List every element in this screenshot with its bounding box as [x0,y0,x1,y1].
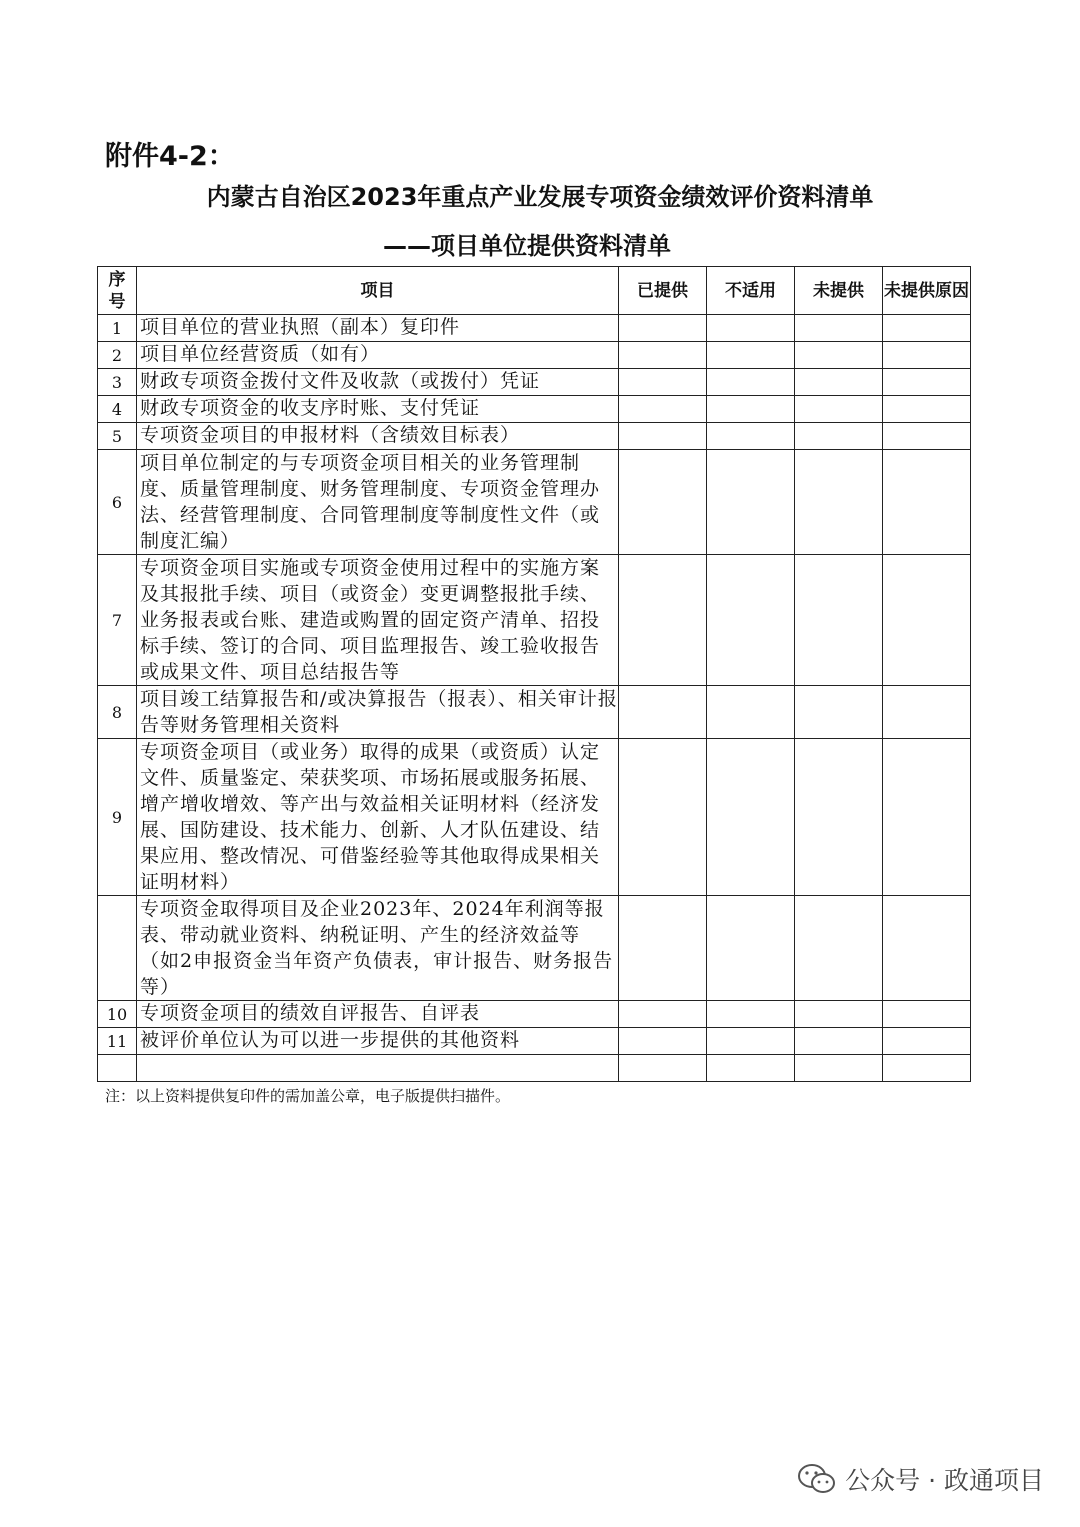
provided-cell [619,1001,707,1028]
not-provided-cell [795,1001,883,1028]
table-row [98,1028,971,1055]
table-row [98,450,971,555]
row-item: 项目竣工结算报告和/或决算报告（报表）、相关审计报告等财务管理相关资料 [137,686,619,739]
provided-cell [619,739,707,896]
table-row [98,342,971,369]
provided-cell [619,450,707,555]
table-row [98,896,971,1001]
header-reason: 未提供原因 [883,267,971,315]
header-item: 项目 [137,267,619,315]
not-provided-cell [795,369,883,396]
row-number [98,896,137,1001]
row-number: 4 [98,396,137,423]
reason-cell [883,315,971,342]
row-number: 3 [98,369,137,396]
provided-cell [619,369,707,396]
reason-cell [883,555,971,686]
watermark-text: 公众号 · 政通项目 [845,1466,1044,1495]
not-provided-cell [795,315,883,342]
reason-cell [883,369,971,396]
table-row [98,1001,971,1028]
materials-table [97,266,971,1082]
not-applicable-cell [707,315,795,342]
row-item: 被评价单位认为可以进一步提供的其他资料 [137,1028,619,1055]
document-subtitle: ——项目单位提供资料清单 [383,232,671,260]
table-header-row [98,267,971,315]
header-provided: 已提供 [619,267,707,315]
table-row [98,686,971,739]
table-row [98,396,971,423]
row-item: 专项资金取得项目及企业2023年、2024年利润等报表、带动就业资料、纳税证明、产生的经济效益等（如2申报资金当年资产负债表，审计报告、财务报告等） [137,896,619,1001]
row-item: 专项资金项目的申报材料（含绩效目标表） [137,423,619,450]
row-number: 6 [98,450,137,555]
row-number: 1 [98,315,137,342]
provided-cell [619,1028,707,1055]
provided-cell [619,342,707,369]
row-item: 项目单位的营业执照（副本）复印件 [137,315,619,342]
row-number: 2 [98,342,137,369]
not-applicable-cell [707,896,795,1001]
document-title: 内蒙古自治区2023年重点产业发展专项资金绩效评价资料清单 [206,183,874,211]
header-not-applicable: 不适用 [707,267,795,315]
not-provided-cell [795,686,883,739]
wechat-icon [797,1462,837,1496]
reason-cell [883,1028,971,1055]
row-number: 11 [98,1028,137,1055]
row-number: 9 [98,739,137,896]
header-no: 序号 [98,267,137,315]
provided-cell [619,896,707,1001]
provided-cell [619,315,707,342]
not-provided-cell [795,1055,883,1082]
row-item: 财政专项资金拨付文件及收款（或拨付）凭证 [137,369,619,396]
table-row [98,1055,971,1082]
row-item: 专项资金项目的绩效自评报告、自评表 [137,1001,619,1028]
reason-cell [883,896,971,1001]
row-item [137,1055,619,1082]
attachment-label: 附件4-2： [105,141,235,172]
not-applicable-cell [707,739,795,896]
table-row [98,739,971,896]
reason-cell [883,739,971,896]
row-item: 专项资金项目（或业务）取得的成果（或资质）认定文件、质量鉴定、荣获奖项、市场拓展或服务拓展、增产增收增效、等产出与效益相关证明材料（经济发展、国防建设、技术能力、创新、人才队伍建设、结果应用、整改情况、可借鉴经验等其他取得成果相关证明材料） [137,739,619,896]
provided-cell [619,1055,707,1082]
table-row [98,423,971,450]
row-number: 5 [98,423,137,450]
not-applicable-cell [707,1055,795,1082]
not-provided-cell [795,896,883,1001]
not-provided-cell [795,396,883,423]
row-number: 10 [98,1001,137,1028]
not-provided-cell [795,423,883,450]
not-applicable-cell [707,555,795,686]
row-number: 8 [98,686,137,739]
reason-cell [883,686,971,739]
not-applicable-cell [707,423,795,450]
provided-cell [619,423,707,450]
footnote: 注：以上资料提供复印件的需加盖公章，电子版提供扫描件。 [105,1087,511,1105]
watermark [797,1461,1044,1497]
not-applicable-cell [707,686,795,739]
not-applicable-cell [707,396,795,423]
table-row [98,315,971,342]
reason-cell [883,342,971,369]
header-not-provided: 未提供 [795,267,883,315]
not-provided-cell [795,450,883,555]
row-number: 7 [98,555,137,686]
not-provided-cell [795,1028,883,1055]
not-applicable-cell [707,1028,795,1055]
not-applicable-cell [707,1001,795,1028]
row-item: 专项资金项目实施或专项资金使用过程中的实施方案及其报批手续、项目（或资金）变更调整报批手续、业务报表或台账、建造或购置的固定资产清单、招投标手续、签订的合同、项目监理报告、竣工验收报告或成果文件、项目总结报告等 [137,555,619,686]
provided-cell [619,396,707,423]
not-applicable-cell [707,342,795,369]
reason-cell [883,1001,971,1028]
reason-cell [883,396,971,423]
not-provided-cell [795,555,883,686]
table-row [98,555,971,686]
not-provided-cell [795,342,883,369]
row-number [98,1055,137,1082]
reason-cell [883,1055,971,1082]
row-item: 项目单位制定的与专项资金项目相关的业务管理制度、质量管理制度、财务管理制度、专项资金管理办法、经营管理制度、合同管理制度等制度性文件（或制度汇编） [137,450,619,555]
not-applicable-cell [707,450,795,555]
not-provided-cell [795,739,883,896]
row-item: 财政专项资金的收支序时账、支付凭证 [137,396,619,423]
reason-cell [883,423,971,450]
not-applicable-cell [707,369,795,396]
table-row [98,369,971,396]
row-item: 项目单位经营资质（如有） [137,342,619,369]
provided-cell [619,555,707,686]
reason-cell [883,450,971,555]
provided-cell [619,686,707,739]
